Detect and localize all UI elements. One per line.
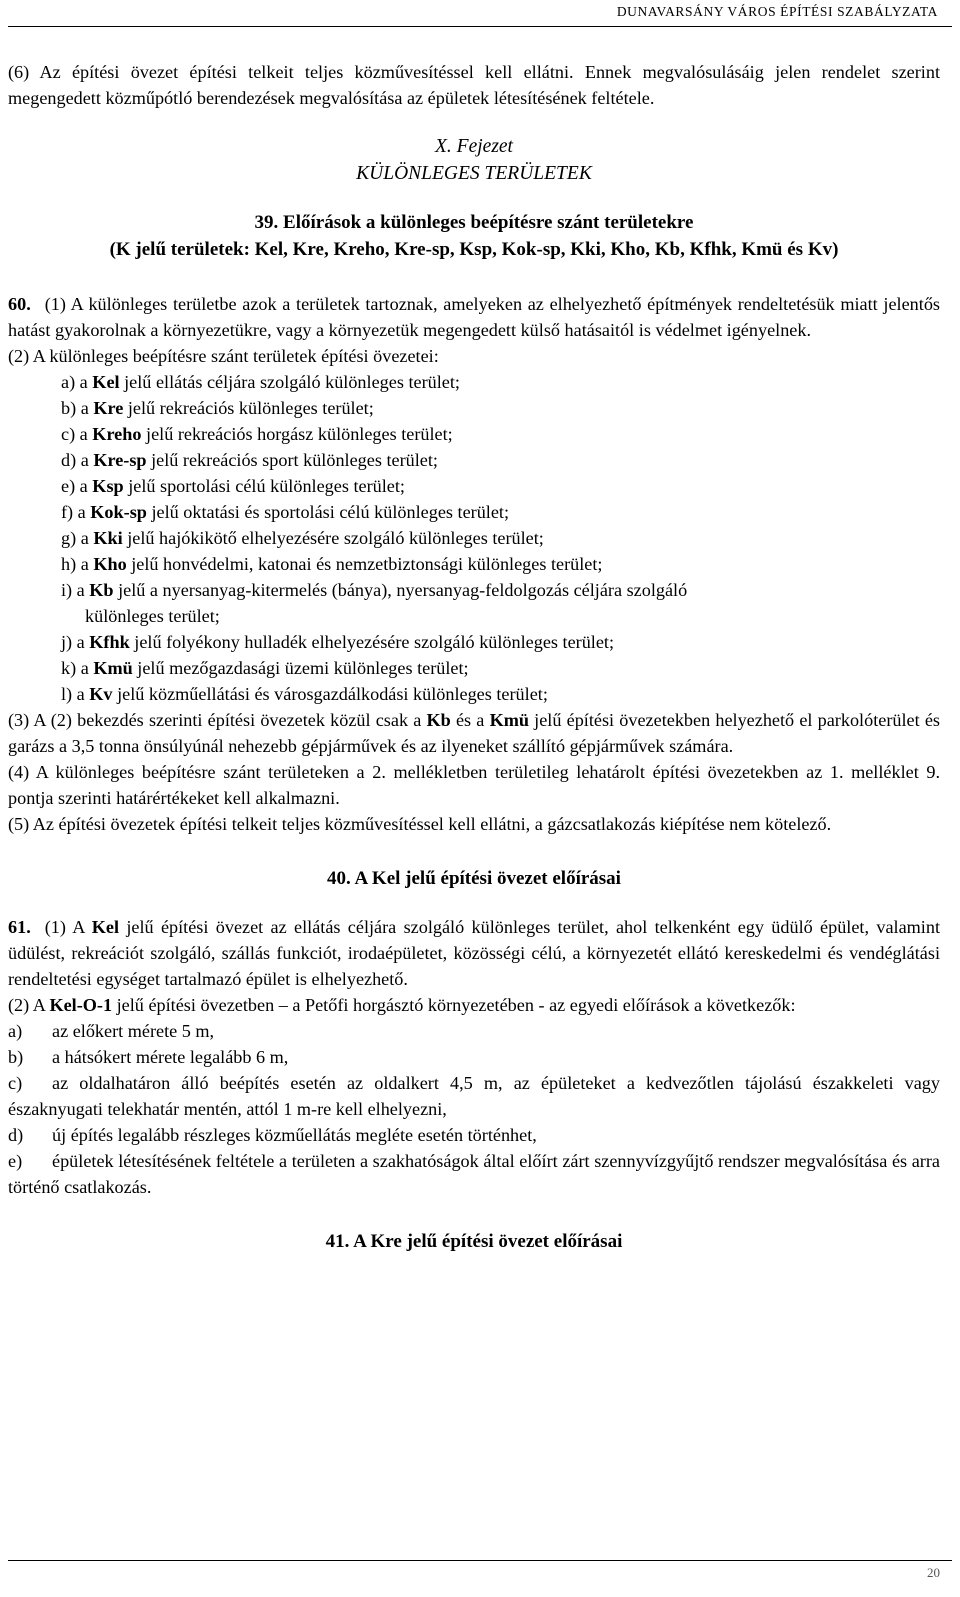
page-header: DUNAVARSÁNY VÁROS ÉPÍTÉSI SZABÁLYZATA: [616, 4, 938, 19]
list-item: a) a Kel jelű ellátás céljára szolgáló különleges terület;: [61, 372, 460, 392]
section-60-paragraph-4: (4) A különleges beépítésre szánt területeken a 2. mellékletben területileg lehatárolt építési övezetekben az 1. melléklet 9. pontja szerinti határértékeket kell alkalmazni.: [8, 762, 940, 808]
section-number: 61.: [8, 917, 31, 937]
section-60-paragraph-5: (5) Az építési övezetek építési telkeit teljes közművesítéssel kell ellátni, a gázcsatlakozás kiépítése nem kötelező.: [8, 814, 832, 834]
section-61-paragraph-2: (2) A Kel-O-1 jelű építési övezetben – a Petőfi horgásztó környezetében - az egyedi előírások a következők:: [8, 995, 796, 1015]
list-item: i) a Kb jelű a nyersanyag-kitermelés (bánya), nyersanyag-feldolgozás céljára szolgáló: [61, 580, 688, 600]
section-39-title: 39. Előírások a különleges beépítésre szánt területekre: [254, 212, 694, 233]
list-item: d) új építés legalább részleges közműellátás megléte esetén történhet,: [8, 1125, 537, 1145]
chapter-number: X. Fejezet: [435, 136, 513, 157]
list-item: e) épületek létesítésének feltétele a területen a szakhatóságok által előírt zárt szennyvízgyűjtő rendszer megvalósítása és arra történő csatlakozás.: [8, 1151, 940, 1197]
list-item: g) a Kki jelű hajókikötő elhelyezésére szolgáló különleges terület;: [61, 528, 544, 548]
list-item: a) az előkert mérete 5 m,: [8, 1021, 215, 1041]
paragraph-6: (6) Az építési övezet építési telkeit teljes közművesítéssel kell ellátni. Ennek megvalósulásáig jelen rendelet szerint megengedett közműpótló berendezések megvalósítása az épületek létesítésének feltétele.: [8, 62, 940, 108]
footer-rule: [8, 1560, 952, 1561]
section-60-paragraph-1: 60. (1) A különleges területbe azok a területek tartoznak, amelyeken az elhelyezhető építmények rendeltetésük miatt jelentős hatást gyakorolnak a környezetükre, vagy a környezetük megengedett külső hatásaitól is védelmet igényelnek.: [8, 294, 940, 340]
section-60-paragraph-3: (3) A (2) bekezdés szerinti építési övezetek közül csak a Kb és a Kmü jelű építési övezetekben helyezhető el parkolóterület és garázs a 3,5 tonna önsúlyúnál nehezebb gépjárművek és az ilyeneket szállító gépjárművek számára.: [8, 710, 940, 756]
zone-list: [8, 369, 940, 707]
section-number: 60.: [8, 294, 31, 314]
chapter-title: KÜLÖNLEGES TERÜLETEK: [356, 163, 592, 184]
list-item: l) a Kv jelű közműellátási és városgazdálkodási különleges terület;: [61, 684, 548, 704]
section-41-title: 41. A Kre jelű építési övezet előírásai: [325, 1231, 623, 1252]
rules-list: [8, 1018, 940, 1200]
document-body: [8, 59, 940, 1255]
list-item: d) a Kre-sp jelű rekreációs sport különleges terület;: [61, 450, 438, 470]
section-61-paragraph-1: 61. (1) A Kel jelű építési övezet az ellátás céljára szolgáló különleges terület, ahol telkenként egy üdülő épület, valamint üdülést, rekreációt szolgáló, szállás funkciót, irodaépületet, közösségi célú, a környezetét ellátó kereskedelmi és vendéglátási rendeltetési egységet tartalmazó épület is elhelyezhető.: [8, 917, 940, 989]
section-39-subtitle: (K jelű területek: Kel, Kre, Kreho, Kre-sp, Ksp, Kok-sp, Kki, Kho, Kb, Kfhk, Kmü és Kv): [109, 239, 839, 260]
page-number: 20: [927, 1565, 940, 1580]
list-item: b) a Kre jelű rekreációs különleges terület;: [61, 398, 374, 418]
list-item: b) a hátsókert mérete legalább 6 m,: [8, 1047, 289, 1067]
list-item: h) a Kho jelű honvédelmi, katonai és nemzetbiztonsági különleges terület;: [61, 554, 603, 574]
header-rule: [8, 26, 952, 27]
list-item: c) az oldalhatáron álló beépítés esetén az oldalkert 4,5 m, az épületeket a kedvezőtlen tájolású északkeleti vagy északnyugati telekhatár mentén, attól 1 m-re kell elhelyezni,: [8, 1073, 940, 1119]
list-item: k) a Kmü jelű mezőgazdasági üzemi különleges terület;: [61, 658, 469, 678]
list-item: e) a Ksp jelű sportolási célú különleges terület;: [61, 476, 405, 496]
list-item: c) a Kreho jelű rekreációs horgász különleges terület;: [61, 424, 453, 444]
list-item: f) a Kok-sp jelű oktatási és sportolási célú különleges terület;: [61, 502, 510, 522]
list-item: j) a Kfhk jelű folyékony hulladék elhelyezésére szolgáló különleges terület;: [61, 632, 615, 652]
list-item-continuation: különleges terület;: [85, 606, 220, 626]
section-60-paragraph-2: (2) A különleges beépítésre szánt területek építési övezetei:: [8, 346, 439, 366]
section-40-title: 40. A Kel jelű építési övezet előírásai: [327, 868, 621, 889]
